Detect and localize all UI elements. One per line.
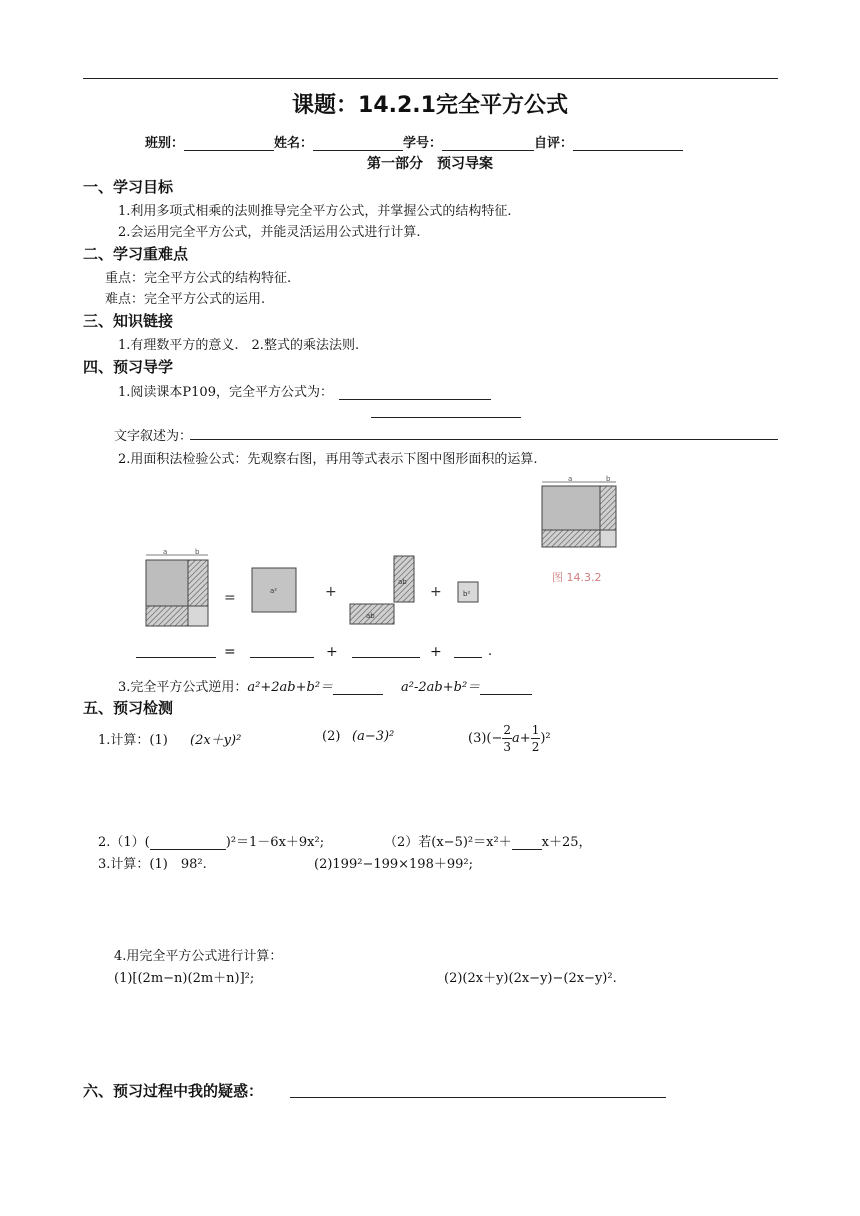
section-6-heading: 六、预习过程中我的疑惑： — [83, 1082, 264, 1100]
name-label: 姓名： — [274, 136, 314, 151]
fig-label-b: b — [606, 475, 611, 483]
q1-c-frac-1 — [502, 722, 512, 755]
fig-label-a: a — [568, 475, 573, 483]
q1-c-den-2: 2 — [531, 740, 540, 754]
eq-fig-label-a: a — [163, 548, 168, 556]
id-field[interactable] — [442, 136, 534, 151]
area-period: . — [488, 644, 493, 659]
part-title: 第一部分 预习导案 — [367, 156, 493, 172]
formula-blank-1[interactable] — [339, 385, 491, 400]
eq-label-ab-1: ab — [398, 578, 407, 586]
info-row — [145, 132, 683, 151]
section-4-item-3 — [118, 676, 532, 695]
eval-label: 自评： — [534, 136, 574, 151]
q4-a: (1)[(2m−n)(2m＋n)]²; — [114, 971, 255, 986]
eq-label-a2: a² — [270, 587, 278, 595]
q3-a: 3.计算：(1) 98². — [98, 857, 207, 872]
reference-figure — [530, 472, 640, 602]
verbal-row — [114, 425, 192, 444]
q2-b-prefix: （2）若(x−5)²＝x²＋ — [384, 835, 512, 850]
q1-b-label: (2) — [322, 729, 341, 744]
area-eq-sign: = — [224, 644, 236, 660]
area-blank-3[interactable] — [352, 645, 420, 658]
q1-c-mid: a+ — [512, 731, 531, 746]
q4-b: (2)(2x＋y)(2x−y)−(2x−y)². — [444, 971, 617, 986]
class-field[interactable] — [184, 136, 274, 151]
eq-fig-label-b: b — [195, 548, 200, 556]
item-3-blank-2[interactable] — [480, 680, 532, 695]
q1-a: (2x＋y)² — [190, 733, 242, 748]
q2-a-blank[interactable] — [150, 835, 226, 850]
eq-plus-1: + — [325, 584, 337, 600]
section-1-item-2: 2.会运用完全平方公式，并能灵活运用公式进行计算. — [118, 225, 421, 240]
section-1-heading: 一、学习目标 — [83, 178, 174, 196]
area-blank-2[interactable] — [250, 645, 314, 658]
id-label: 学号： — [403, 136, 443, 151]
verbal-label: 文字叙述为： — [114, 429, 193, 444]
top-rule — [83, 78, 778, 79]
q1-c-end: )² — [540, 731, 551, 746]
item-3-prefix: 3.完全平方公式逆用： — [118, 680, 248, 695]
item-3-expr-2: a²-2ab+b²＝ — [401, 680, 481, 695]
section-3-heading: 三、知识链接 — [83, 312, 174, 330]
q1-c-den-1: 3 — [503, 740, 512, 754]
section-4-item-1-text: 1.阅读课本P109，完全平方公式为： — [118, 385, 333, 400]
q1-c-num-1: 2 — [503, 723, 512, 737]
area-plus-2: + — [430, 644, 442, 660]
page-title: 课题：14.2.1完全平方公式 — [292, 93, 568, 118]
section-4-item-1 — [118, 381, 491, 400]
section-2-item-2: 难点：完全平方公式的运用. — [105, 292, 266, 307]
area-blank-4[interactable] — [454, 645, 482, 658]
q2-b — [384, 831, 592, 850]
eval-field[interactable] — [573, 136, 683, 151]
item-3-expr-1: a²+2ab+b²＝ — [247, 680, 334, 695]
q1-prefix: 1.计算：(1) — [98, 733, 168, 748]
section-5-heading: 五、预习检测 — [83, 699, 174, 717]
eq-plus-2: + — [430, 584, 442, 600]
q4-heading: 4.用完全平方公式进行计算： — [114, 949, 283, 964]
area-blank-1[interactable] — [136, 645, 216, 658]
section-4-heading: 四、预习导学 — [83, 358, 174, 376]
q2-a-prefix: 2.（1）( — [98, 835, 150, 850]
section-2-item-1: 重点：完全平方公式的结构特征. — [105, 271, 292, 286]
q1-c — [468, 722, 551, 755]
q1-b: (a−3)² — [352, 729, 395, 744]
q2-b-suffix: x＋25， — [541, 835, 592, 850]
q2-a — [98, 831, 324, 850]
name-field[interactable] — [313, 136, 403, 151]
doubts-blank[interactable] — [290, 1080, 666, 1098]
class-label: 班别： — [145, 136, 185, 151]
q1-c-label: (3)(− — [468, 731, 503, 746]
eq-label-b2: b² — [463, 590, 471, 598]
section-1-item-1: 1.利用多项式相乘的法则推导完全平方公式，并掌握公式的结构特征. — [118, 204, 512, 219]
formula-blank-2[interactable] — [371, 403, 521, 418]
q2-b-blank[interactable] — [512, 835, 542, 850]
area-plus-1: + — [326, 644, 338, 660]
eq-label-ab-2: ab — [366, 612, 375, 620]
eq-equals: = — [224, 590, 236, 606]
q3-b: (2)199²−199×198＋99²; — [314, 857, 473, 872]
q2-a-suffix: )²＝1－6x＋9x²; — [225, 835, 325, 850]
figure-caption: 图 14.3.2 — [552, 571, 602, 584]
section-2-heading: 二、学习重难点 — [83, 245, 189, 263]
section-4-item-2: 2.用面积法检验公式：先观察右图，再用等式表示下图中图形面积的运算. — [118, 452, 538, 467]
verbal-blank[interactable] — [190, 425, 778, 440]
area-equation-figure — [128, 548, 518, 632]
q1-c-frac-2 — [531, 722, 541, 755]
section-3-item-1: 1.有理数平方的意义. 2.整式的乘法法则. — [118, 338, 360, 353]
item-3-blank-1[interactable] — [333, 680, 383, 695]
q1-c-num-2: 1 — [531, 723, 540, 737]
